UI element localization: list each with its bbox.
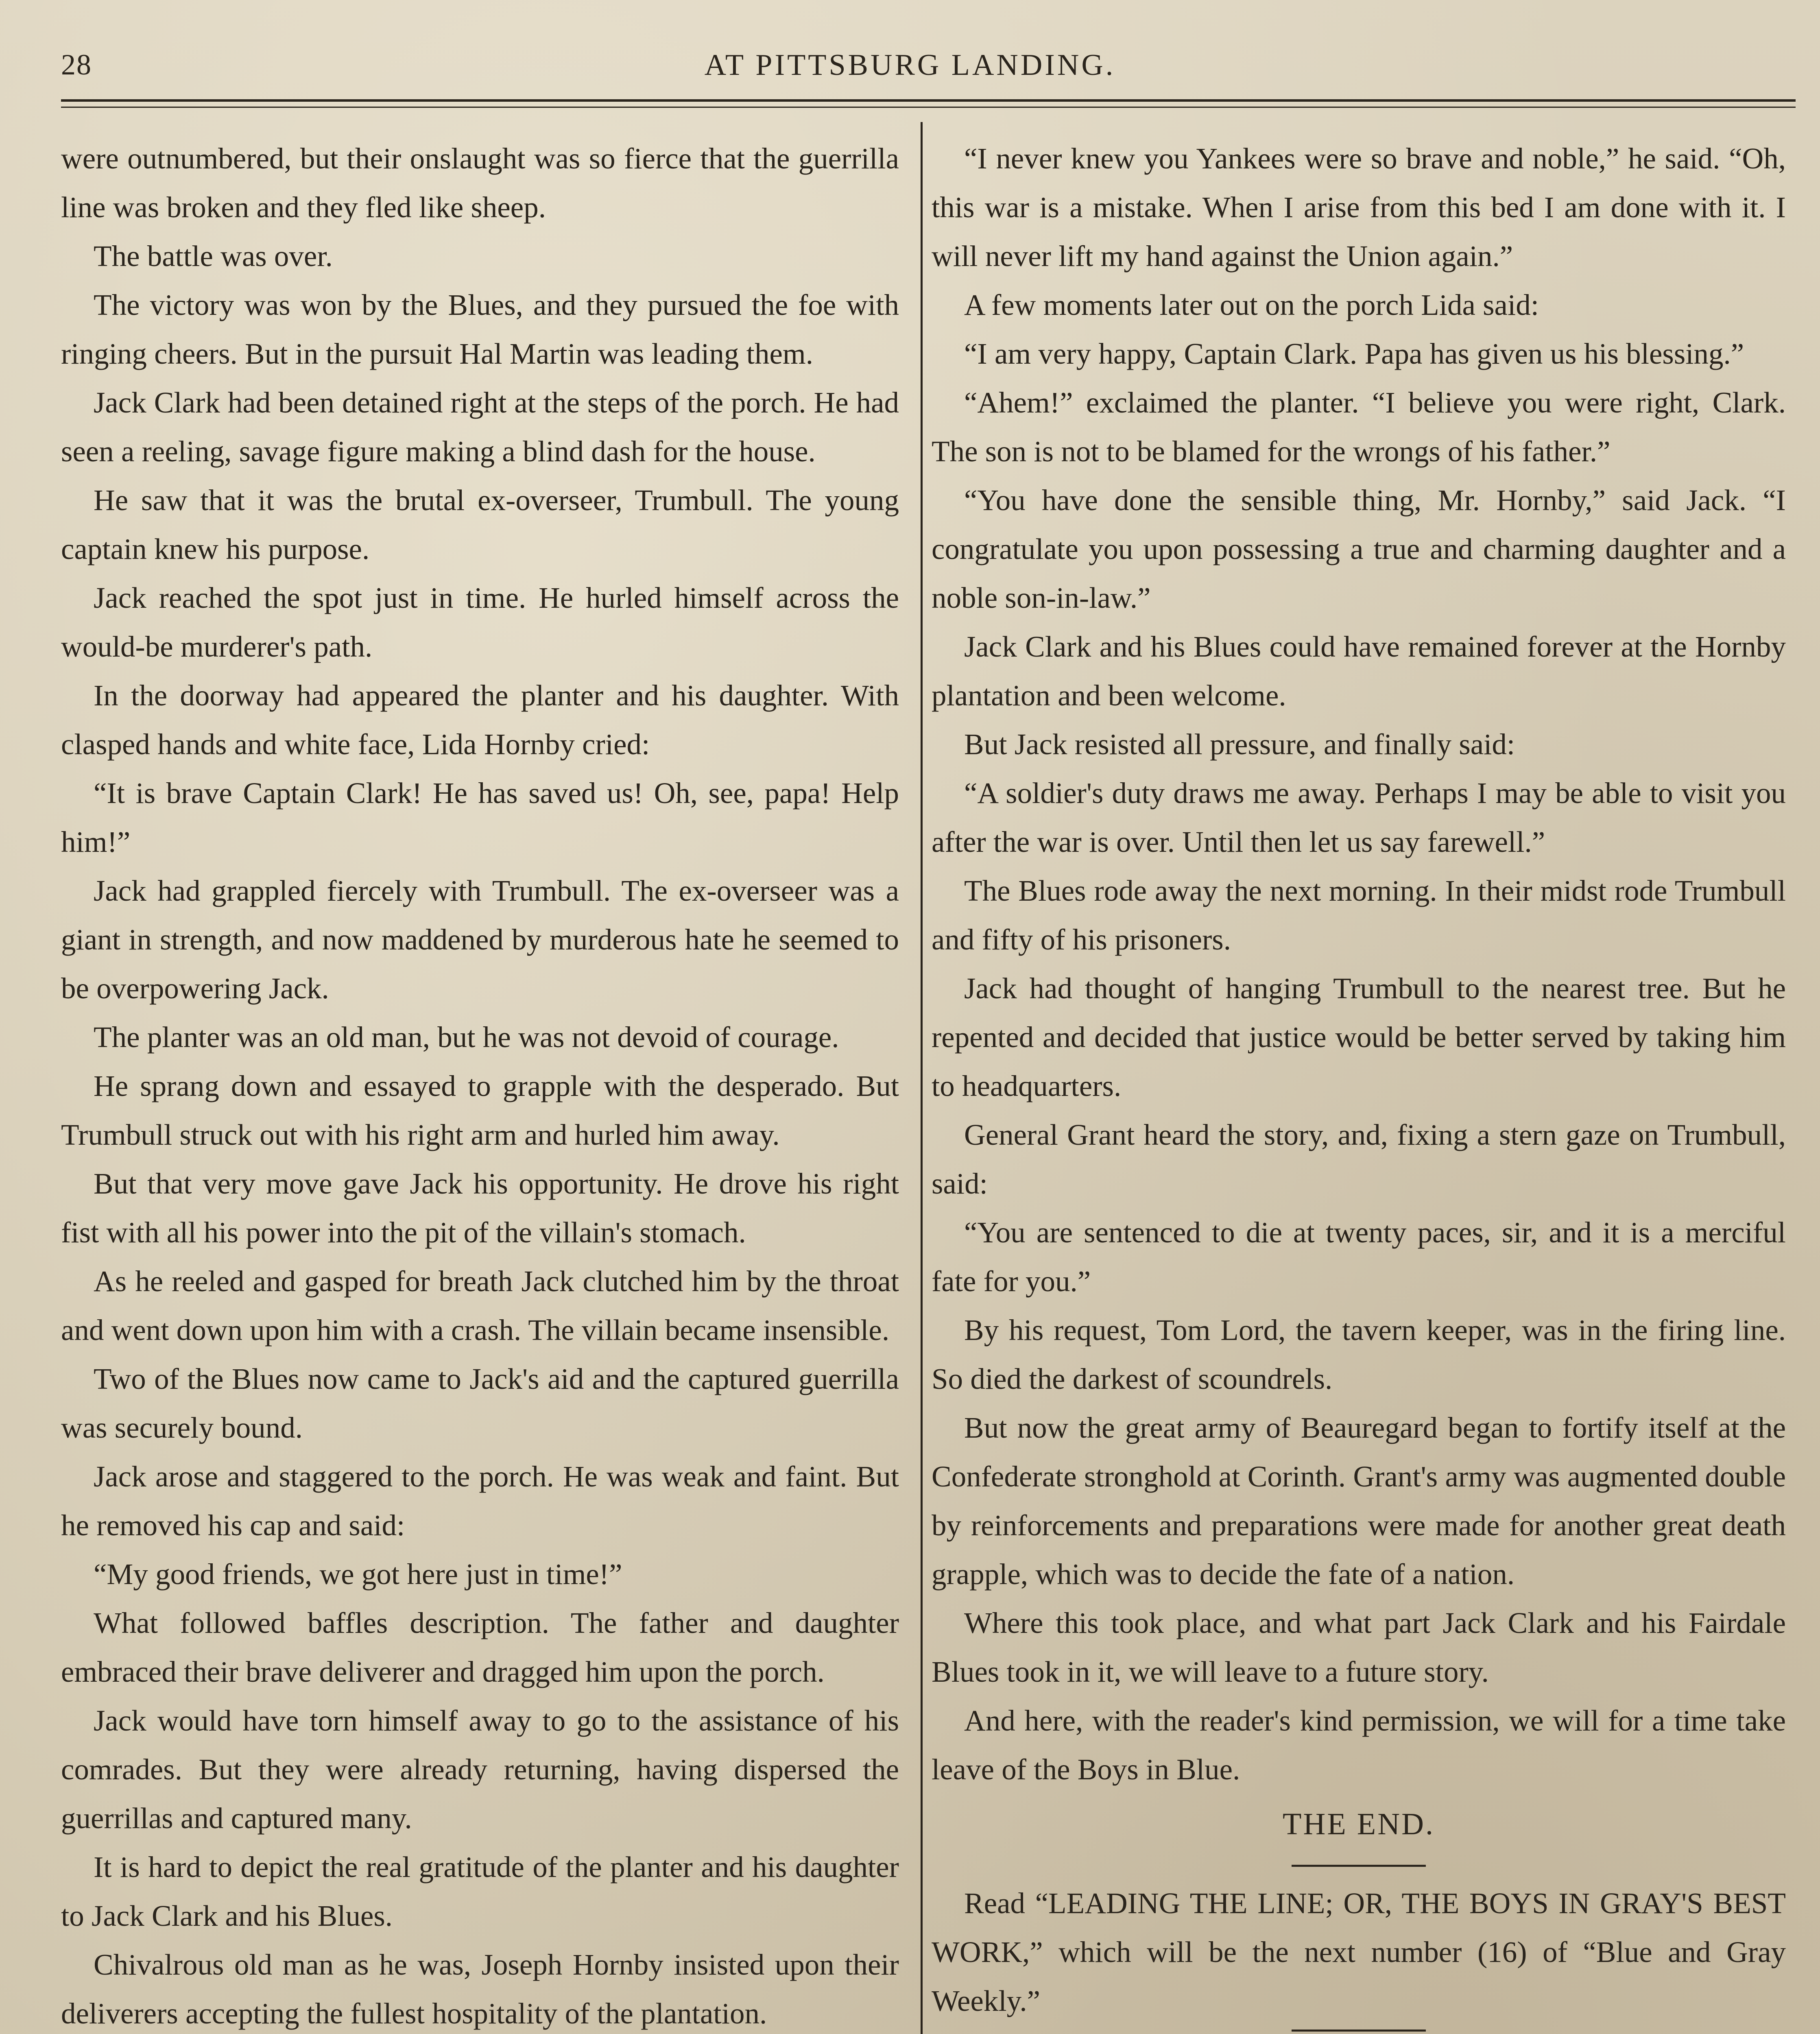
paragraph: What followed baffles description. The father and daughter embraced their brave deliverer and dragged him upon the porch. bbox=[61, 1606, 899, 1688]
left-column bbox=[61, 134, 899, 2034]
running-head bbox=[61, 48, 1759, 93]
paragraph: The Blues rode away the next morning. In their midst rode Trumbull and fifty of his prisoners. bbox=[932, 874, 1786, 956]
next-number-notice: Read “LEADING THE LINE; OR, THE BOYS IN GRAY'S BEST WORK,” which will be the next number (16) of “Blue and Gray Weekly.” bbox=[932, 1887, 1786, 2017]
right-column-paragraphs bbox=[932, 134, 1786, 1794]
running-title: AT PITTSBURG LANDING. bbox=[704, 48, 1116, 82]
divider-rule-2 bbox=[1292, 2030, 1426, 2032]
paragraph: But Jack resisted all pressure, and finally said: bbox=[964, 728, 1515, 761]
paragraph: A few moments later out on the porch Lida said: bbox=[964, 288, 1539, 321]
paragraph: “I never knew you Yankees were so brave and noble,” he said. “Oh, this war is a mistake. When I arise from this bed I am done with it. I will never lift my hand against the Union again.” bbox=[932, 142, 1786, 273]
paragraph: The victory was won by the Blues, and they pursued the foe with ringing cheers. But in the pursuit Hal Martin was leading them. bbox=[61, 288, 899, 370]
paragraph: Chivalrous old man as he was, Joseph Hornby insisted upon their deliverers accepting the fullest hospitality of the plantation. bbox=[61, 1948, 899, 2030]
paragraph: Jack arose and staggered to the porch. He was weak and faint. But he removed his cap and said: bbox=[61, 1460, 899, 1542]
paragraph: But that very move gave Jack his opportunity. He drove his right fist with all his power into the pit of the villain's stomach. bbox=[61, 1167, 899, 1249]
paragraph: Jack would have torn himself away to go to the assistance of his comrades. But they were already returning, having dispersed the guerrillas and captured many. bbox=[61, 1704, 899, 1835]
paragraph: As he reeled and gasped for breath Jack clutched him by the throat and went down upon him with a crash. The villain became insensible. bbox=[61, 1265, 899, 1347]
paragraph: “You have done the sensible thing, Mr. Hornby,” said Jack. “I congratulate you upon possessing a true and charming daughter and a noble son-in-law.” bbox=[932, 484, 1786, 614]
paragraph: were outnumbered, but their onslaught was so fierce that the guerrilla line was broken and they fled like sheep. bbox=[61, 142, 899, 224]
paragraph: “I am very happy, Captain Clark. Papa has given us his blessing.” bbox=[964, 337, 1744, 370]
paragraph: It is hard to depict the real gratitude of the planter and his daughter to Jack Clark and his Blues. bbox=[61, 1851, 899, 1932]
paragraph: “You are sentenced to die at twenty paces, sir, and it is a merciful fate for you.” bbox=[932, 1216, 1786, 1298]
page-number: 28 bbox=[61, 48, 92, 81]
paragraph: “My good friends, we got here just in time!” bbox=[94, 1558, 622, 1591]
paragraph: The battle was over. bbox=[94, 240, 333, 273]
paragraph: Jack Clark and his Blues could have remained forever at the Hornby plantation and been welcome. bbox=[932, 630, 1786, 712]
paragraph: “It is brave Captain Clark! He has saved us! Oh, see, papa! Help him!” bbox=[61, 777, 899, 858]
paragraph: Jack had thought of hanging Trumbull to the nearest tree. But he repented and decided that justice would be better served by taking him to headquarters. bbox=[932, 972, 1786, 1102]
paragraph: “Ahem!” exclaimed the planter. “I believe you were right, Clark. The son is not to be blamed for the wrongs of his father.” bbox=[932, 386, 1786, 468]
paragraph: The planter was an old man, but he was not devoid of courage. bbox=[94, 1021, 839, 1054]
divider-rule bbox=[1292, 1865, 1426, 1867]
paragraph: By his request, Tom Lord, the tavern keeper, was in the firing line. So died the darkest of scoundrels. bbox=[932, 1314, 1786, 1395]
paragraph: General Grant heard the story, and, fixing a stern gaze on Trumbull, said: bbox=[932, 1118, 1786, 1200]
paragraph: Where this took place, and what part Jack Clark and his Fairdale Blues took in it, we will leave to a future story. bbox=[932, 1606, 1786, 1688]
the-end: THE END. bbox=[1283, 1807, 1435, 1841]
paragraph: In the doorway had appeared the planter and his daughter. With clasped hands and white face, Lida Hornby cried: bbox=[61, 679, 899, 761]
paragraph: He sprang down and essayed to grapple with the desperado. But Trumbull struck out with his right arm and hurled him away. bbox=[61, 1069, 899, 1151]
header-rule bbox=[61, 99, 1796, 102]
paragraph: “A soldier's duty draws me away. Perhaps I may be able to visit you after the war is over. Until then let us say farewell.” bbox=[932, 777, 1786, 858]
paragraph: But now the great army of Beauregard began to fortify itself at the Confederate stronghold at Corinth. Grant's army was augmented double by reinforcements and preparations were made for another great death grapple, which was to decide the fate of a nation. bbox=[932, 1411, 1786, 1591]
right-column bbox=[932, 134, 1786, 2034]
column-divider bbox=[921, 122, 923, 2034]
paragraph: He saw that it was the brutal ex-overseer, Trumbull. The young captain knew his purpose. bbox=[61, 484, 899, 565]
paragraph: Jack had grappled fiercely with Trumbull. The ex-overseer was a giant in strength, and now maddened by murderous hate he seemed to be overpowering Jack. bbox=[61, 874, 899, 1005]
paragraph: Jack reached the spot just in time. He hurled himself across the would-be murderer's path. bbox=[61, 581, 899, 663]
paragraph: And here, with the reader's kind permission, we will for a time take leave of the Boys in Blue. bbox=[932, 1704, 1786, 1786]
paragraph: Jack Clark had been detained right at the steps of the porch. He had seen a reeling, savage figure making a blind dash for the house. bbox=[61, 386, 899, 468]
header-rule-thin bbox=[61, 107, 1796, 108]
paragraph: Two of the Blues now came to Jack's aid and the captured guerrilla was securely bound. bbox=[61, 1362, 899, 1444]
